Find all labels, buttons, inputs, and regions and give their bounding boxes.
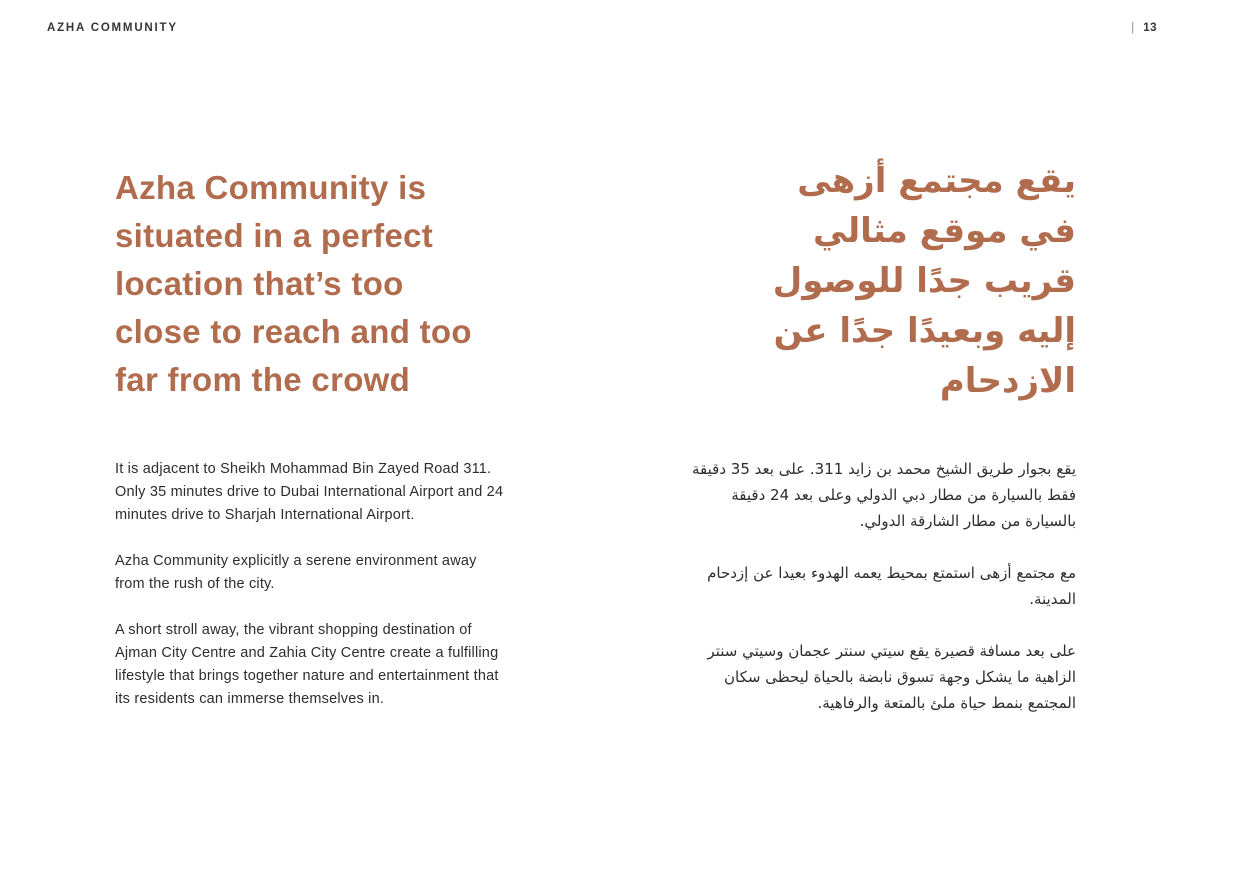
english-paragraph-shopping: A short stroll away, the vibrant shopping destination of Ajman City Centre and Zahia City Centre create a fulfilling lifestyle that brings together nature and entertainment that its residents can immerse themselves in. — [115, 622, 499, 707]
page-number-block — [1131, 22, 1157, 34]
headline-line: الازدحام — [939, 361, 1076, 401]
arabic-paragraph-location: يقع بجوار طريق الشيخ محمد بن زايد 311. على بعد 35 دقيقة فقط بالسيارة من مطار دبي الدولي وعلى بعد 24 دقيقة بالسيارة من مطار الشارقة الدولي. — [692, 460, 1076, 530]
arabic-body — [684, 456, 1076, 716]
arabic-paragraph-serenity: مع مجتمع أزهى استمتع بمحيط يعمه الهدوء بعيدا عن إزدحام المدينة. — [707, 564, 1076, 608]
headline-line: يقع مجتمع أزهى — [797, 161, 1076, 201]
english-column — [115, 164, 575, 734]
headline-line: far from the crowd — [115, 361, 411, 398]
arabic-paragraph-shopping: على بعد مسافة قصيرة يقع سيتي سنتر عجمان وسيتي سنتر الزاهية ما يشكل وجهة تسوق نابضة بالحياة ليحظى سكان المجتمع بنمط حياة ملئ بالمتعة والرفاهية. — [707, 642, 1076, 712]
english-paragraph-location: It is adjacent to Sheikh Mohammad Bin Zayed Road 311. Only 35 minutes drive to Dubai International Airport and 24 minutes drive to Sharjah International Airport. — [115, 461, 504, 523]
headline-line: Azha Community is — [115, 169, 427, 206]
headline-line: close to reach and too — [115, 313, 472, 350]
headline-line: قريب جدًا للوصول — [772, 261, 1076, 301]
headline-line: situated in a perfect — [115, 217, 434, 254]
headline-line: إليه وبعيدًا جدًا عن — [773, 311, 1076, 351]
english-paragraph-serenity: Azha Community explicitly a serene environment away from the rush of the city. — [115, 553, 477, 592]
arabic-headline — [676, 156, 1076, 406]
english-headline — [115, 164, 575, 404]
page-header-title: AZHA COMMUNITY — [47, 22, 178, 34]
headline-line: في موقع مثالي — [812, 211, 1076, 251]
english-body — [115, 458, 507, 711]
page-number-separator: | — [1131, 22, 1135, 34]
headline-line: location that’s too — [115, 265, 404, 302]
arabic-column — [676, 156, 1076, 742]
page-number: 13 — [1143, 22, 1157, 34]
